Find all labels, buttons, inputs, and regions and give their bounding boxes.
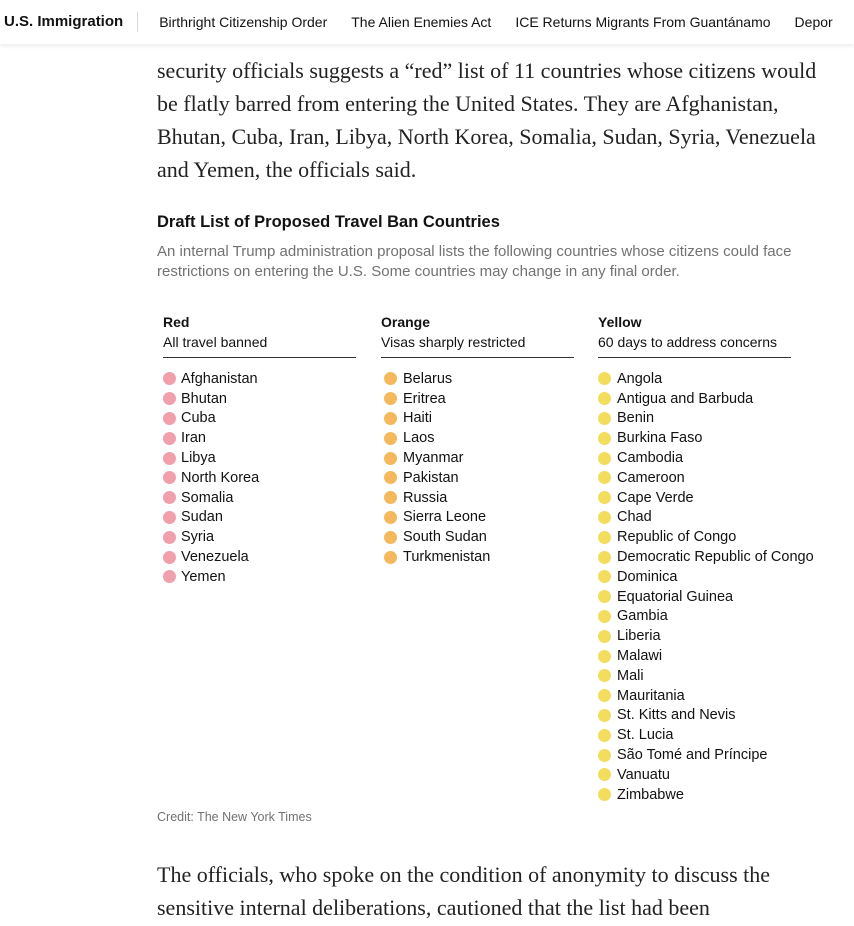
orange-country-item [381,508,574,528]
yellow-country-item [598,389,791,409]
country-name: Mauritania [617,687,685,704]
yellow-list-header [598,313,791,358]
red-dot-icon [163,471,176,484]
section-link-us-immigration[interactable]: U.S. Immigration [0,12,138,32]
top-nav [0,0,854,44]
red-country-item [163,448,356,468]
nav-link-birthright-citizenship[interactable]: Birthright Citizenship Order [159,14,328,30]
nav-link-alien-enemies-act[interactable]: The Alien Enemies Act [351,14,492,30]
red-dot-icon [163,531,176,544]
orange-dot-icon [384,551,397,564]
yellow-dot-icon [598,372,611,385]
country-name: South Sudan [403,529,487,546]
orange-country-item [381,488,574,508]
country-name: Benin [617,410,655,427]
orange-dot-icon [384,511,397,524]
orange-country-item [381,547,574,567]
country-name: São Tomé and Príncipe [617,747,768,764]
country-name: Turkmenistan [403,549,491,566]
country-name: Myanmar [403,450,464,467]
country-name: Russia [403,489,448,506]
orange-dot-icon [384,372,397,385]
yellow-dot-icon [598,729,611,742]
country-name: Somalia [181,489,234,506]
country-name: Belarus [403,370,453,387]
yellow-dot-icon [598,749,611,762]
yellow-dot-icon [598,590,611,603]
red-country-item [163,428,356,448]
country-name: Mali [617,667,644,684]
red-list-description: All travel banned [163,334,268,350]
article-paragraph-bottom: The officials, who spoke on the condition of anonymity to discuss the sensitive internal deliberations, cautioned that the list had been [157,862,771,920]
orange-country-item [381,409,574,429]
country-name: Libya [181,450,216,467]
country-name: Chad [617,509,652,526]
country-name: Burkina Faso [617,430,703,447]
yellow-country-item [598,527,791,547]
yellow-country-item [598,607,791,627]
yellow-country-item [598,488,791,508]
yellow-dot-icon [598,689,611,702]
yellow-dot-icon [598,788,611,801]
yellow-country-item [598,369,791,389]
country-name: Syria [181,529,215,546]
yellow-dot-icon [598,432,611,445]
red-country-item [163,567,356,587]
country-name: Equatorial Guinea [617,588,734,605]
red-country-item [163,409,356,429]
orange-list-name: Orange [381,314,431,330]
country-name: Venezuela [181,549,249,566]
orange-country-item [381,389,574,409]
orange-country-item [381,527,574,547]
country-name: Democratic Republic of Congo [617,549,814,566]
orange-dot-icon [384,452,397,465]
orange-country-item [381,468,574,488]
article-paragraph-top: security officials suggests a “red” list of 11 countries whose citizens would be flatly barred from entering the United States. They are Afghanistan, Bhutan, Cuba, Iran, Libya, North Korea, Somalia, Sudan, Syria, Venezuela and Yemen, the officials said. [157,58,817,182]
red-dot-icon [163,372,176,385]
yellow-country-item [598,567,791,587]
yellow-dot-icon [598,531,611,544]
orange-dot-icon [384,531,397,544]
red-country-item [163,389,356,409]
yellow-country-item [598,745,791,765]
yellow-country-item [598,547,814,567]
country-name: Cuba [181,410,216,427]
orange-dot-icon [384,392,397,405]
orange-dot-icon [384,412,397,425]
red-list-header [163,313,356,358]
country-name: Zimbabwe [617,786,684,803]
country-name: St. Lucia [617,727,674,744]
yellow-dot-icon [598,669,611,682]
country-name: Yemen [181,568,226,585]
red-dot-icon [163,412,176,425]
yellow-dot-icon [598,511,611,524]
red-dot-icon [163,551,176,564]
red-dot-icon [163,491,176,504]
yellow-dot-icon [598,551,611,564]
yellow-country-item [598,508,791,528]
yellow-list-name: Yellow [598,314,642,330]
country-name: Malawi [617,648,663,665]
yellow-country-item [598,666,791,686]
yellow-dot-icon [598,650,611,663]
yellow-country-item [598,587,791,607]
red-dot-icon [163,570,176,583]
orange-list-column [381,313,574,567]
country-name: Bhutan [181,390,227,407]
country-name: Sierra Leone [403,509,487,526]
orange-dot-icon [384,491,397,504]
yellow-dot-icon [598,412,611,425]
yellow-country-item [598,785,791,805]
orange-list-description: Visas sharply restricted [381,334,526,350]
country-name: North Korea [181,469,260,486]
red-country-list [163,369,356,587]
red-country-item [163,508,356,528]
country-name: Afghanistan [181,370,258,387]
yellow-country-item [598,409,791,429]
graphic-credit: Credit: The New York Times [157,810,312,824]
graphic-title: Draft List of Proposed Travel Ban Countries [157,213,500,231]
yellow-country-item [598,725,791,745]
yellow-list-description: 60 days to address concerns [598,334,777,350]
yellow-country-list [598,369,814,805]
country-name: Angola [617,370,663,387]
yellow-dot-icon [598,610,611,623]
red-dot-icon [163,511,176,524]
red-country-item [163,468,356,488]
yellow-dot-icon [598,630,611,643]
yellow-country-item [598,626,791,646]
country-name: Gambia [617,608,668,625]
country-name: St. Kitts and Nevis [617,707,736,724]
orange-dot-icon [384,471,397,484]
yellow-country-item [598,448,791,468]
yellow-dot-icon [598,471,611,484]
yellow-dot-icon [598,452,611,465]
yellow-country-item [598,646,791,666]
yellow-dot-icon [598,570,611,583]
country-name: Haiti [403,410,433,427]
country-name: Dominica [617,568,678,585]
country-name: Sudan [181,509,223,526]
yellow-country-item [598,686,791,706]
yellow-country-item [598,468,791,488]
country-name: Cape Verde [617,489,694,506]
red-dot-icon [163,452,176,465]
red-country-item [163,547,356,567]
red-country-item [163,488,356,508]
country-name: Pakistan [403,469,459,486]
country-name: Cameroon [617,469,685,486]
red-country-item [163,369,356,389]
yellow-list-column [598,313,814,805]
orange-dot-icon [384,432,397,445]
yellow-country-item [598,706,791,726]
orange-list-header [381,313,574,358]
country-name: Iran [181,430,206,447]
country-name: Vanuatu [617,766,670,783]
red-country-item [163,527,356,547]
yellow-dot-icon [598,709,611,722]
country-name: Cambodia [617,450,684,467]
country-name: Liberia [617,628,661,645]
yellow-country-item [598,428,791,448]
red-list-column [163,313,356,587]
nav-link-deportations[interactable]: Depor [794,14,833,30]
yellow-country-item [598,765,791,785]
red-dot-icon [163,392,176,405]
country-name: Republic of Congo [617,529,737,546]
orange-country-item [381,369,574,389]
yellow-dot-icon [598,768,611,781]
orange-country-list [381,369,574,567]
yellow-dot-icon [598,491,611,504]
red-dot-icon [163,432,176,445]
yellow-dot-icon [598,392,611,405]
country-name: Laos [403,430,435,447]
nav-link-ice-guantanamo[interactable]: ICE Returns Migrants From Guantánamo [515,14,771,30]
graphic-subtitle: An internal Trump administration proposal lists the following countries whose citizens could face restrictions on entering the U.S. Some countries may change in any final order. [157,243,792,280]
country-name: Antigua and Barbuda [617,390,754,407]
orange-country-item [381,428,574,448]
country-name: Eritrea [403,390,446,407]
red-list-name: Red [163,314,190,330]
orange-country-item [381,448,574,468]
